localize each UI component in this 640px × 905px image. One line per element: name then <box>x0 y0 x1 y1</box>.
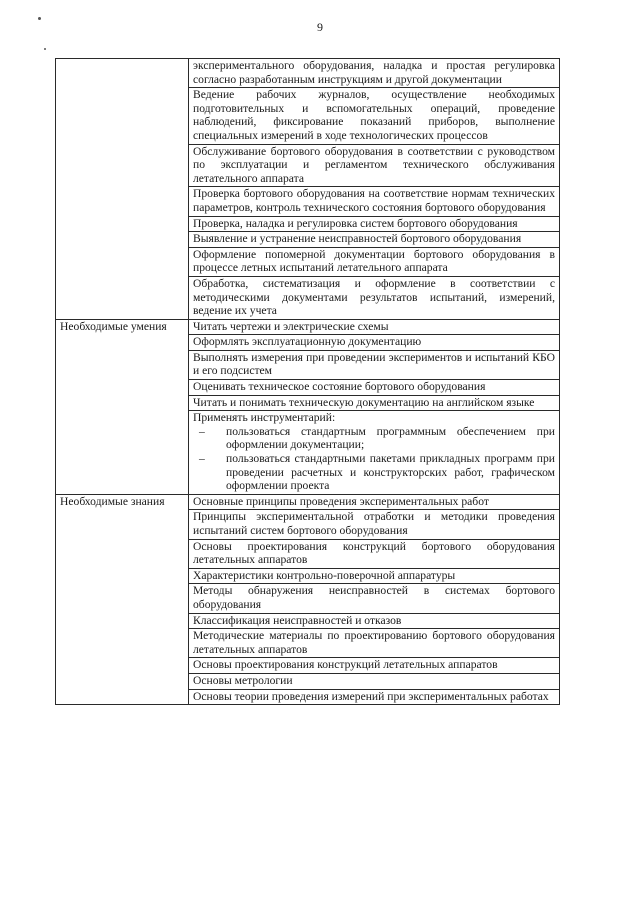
knowledge-label: Необходимые знания <box>56 494 189 704</box>
labor-action-cell: Оформление попомерной документации бортового оборудования в процессе летных испытаний летательного аппарата <box>189 247 560 276</box>
knowledge-cell: Принципы экспериментальной отработки и методики проведения испытаний систем бортового оборудования <box>189 510 560 539</box>
table-body <box>56 59 560 705</box>
requirements-table <box>55 58 560 705</box>
skill-cell: Читать и понимать техническую документацию на английском языке <box>189 395 560 411</box>
knowledge-cell: Методические материалы по проектированию бортового оборудования летательных аппаратов <box>189 629 560 658</box>
tools-list-item: – пользоваться стандартным программным обеспечением при оформлении документации; <box>226 425 555 452</box>
skill-cell: Оценивать техническое состояние бортового оборудования <box>189 380 560 396</box>
knowledge-cell: Классификация неисправностей и отказов <box>189 613 560 629</box>
tools-intro: Применять инструментарий: <box>193 411 336 425</box>
table-row <box>56 319 560 335</box>
empty-label-cell <box>56 59 189 320</box>
knowledge-cell: Характеристики контрольно-поверочной аппаратуры <box>189 568 560 584</box>
knowledge-cell: Основные принципы проведения экспериментальных работ <box>189 494 560 510</box>
labor-action-cell: Проверка бортового оборудования на соответствие нормам технических параметров, контроль технического состояния бортового оборудования <box>189 187 560 216</box>
knowledge-cell: Основы метрологии <box>189 673 560 689</box>
scan-speck <box>44 48 46 50</box>
tools-skill-cell <box>189 411 560 495</box>
skill-cell: Читать чертежи и электрические схемы <box>189 319 560 335</box>
knowledge-cell: Методы обнаружения неисправностей в системах бортового оборудования <box>189 584 560 613</box>
table-row <box>56 59 560 88</box>
labor-action-cell: Обработка, систематизация и оформление в соответствии с методическими документами результатов испытаний, измерений, ведение их учета <box>189 276 560 319</box>
knowledge-cell: Основы теории проведения измерений при экспериментальных работах <box>189 689 560 705</box>
knowledge-cell: Основы проектирования конструкций летательных аппаратов <box>189 658 560 674</box>
labor-action-cell: экспериментального оборудования, наладка и простая регулировка согласно разработанным инструкциям и другой документации <box>189 59 560 88</box>
table-row <box>56 494 560 510</box>
skill-cell: Оформлять эксплуатационную документацию <box>189 335 560 351</box>
skill-cell: Выполнять измерения при проведении экспериментов и испытаний КБО и его подсистем <box>189 350 560 379</box>
tools-list-item: – пользоваться стандартными пакетами прикладных программ при проведении расчетных и конструкторских работ, графическом оформлении проекта <box>226 452 555 493</box>
tools-list <box>193 425 555 493</box>
page-number: 9 <box>317 20 323 34</box>
labor-action-cell: Обслуживание бортового оборудования в соответствии с руководством по эксплуатации и регламентом технического обслуживания летательного аппарата <box>189 144 560 187</box>
skills-label: Необходимые умения <box>56 319 189 494</box>
labor-action-cell: Выявление и устранение неисправностей бортового оборудования <box>189 232 560 248</box>
knowledge-cell: Основы проектирования конструкций бортового оборудования летательных аппаратов <box>189 539 560 568</box>
labor-action-cell: Проверка, наладка и регулировка систем бортового оборудования <box>189 216 560 232</box>
labor-action-cell: Ведение рабочих журналов, осуществление необходимых подготовительных и вспомогательных операций, проведение наблюдений, фиксирование показаний приборов, выполнение специальных измерений в ходе технологических процессов <box>189 88 560 144</box>
